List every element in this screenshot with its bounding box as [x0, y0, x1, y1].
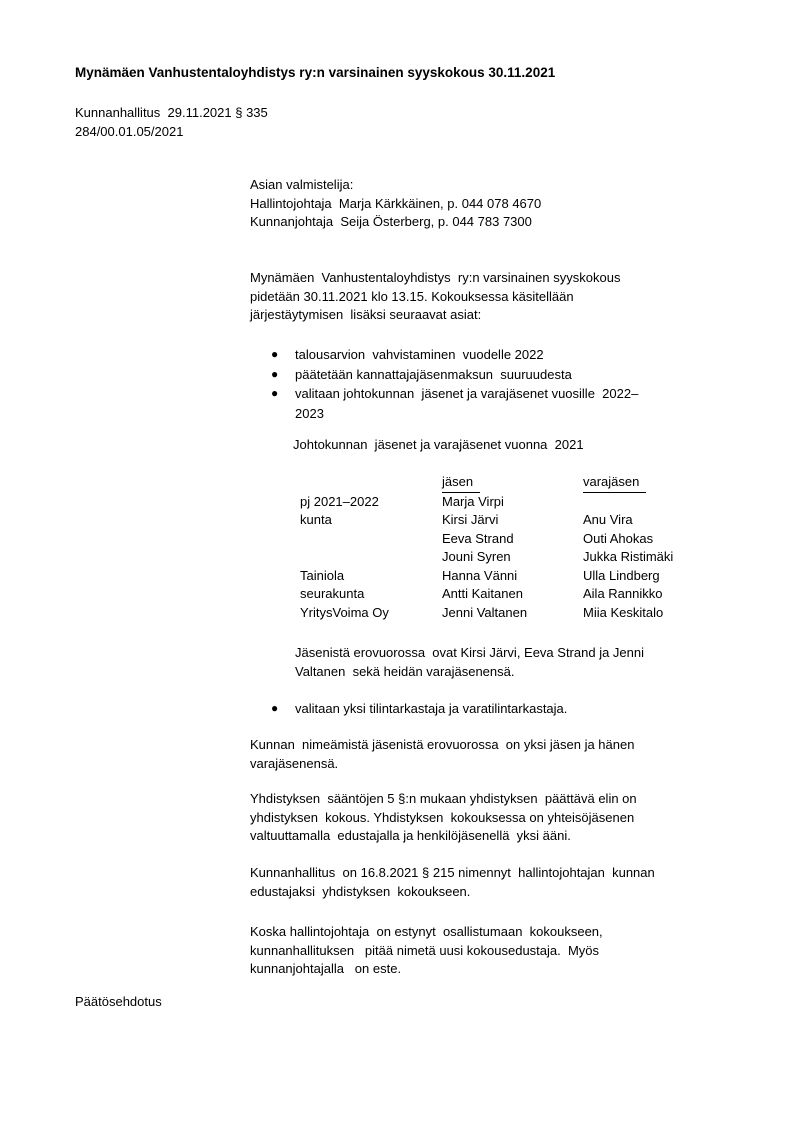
rotation-paragraph	[295, 644, 644, 681]
bullet-icon: ●	[271, 701, 279, 715]
table-cell-role	[300, 530, 442, 549]
bullet-icon: ●	[271, 347, 279, 361]
table-cell-role	[300, 548, 442, 567]
paragraph-line: Valtanen sekä heidän varajäsenensä.	[295, 663, 515, 679]
paragraph-line: kunnanhallituksen pitää nimetä uusi kokousedustaja. Myös	[250, 942, 600, 958]
auditor-bullet-list	[271, 699, 567, 719]
table-cell-member: Hanna Vänni	[442, 567, 518, 583]
intro-paragraph	[250, 269, 620, 325]
paragraph-line: pidetään 30.11.2021 klo 13.15. Kokouksessa käsitellään	[250, 288, 574, 304]
table-header-cell	[442, 473, 583, 493]
table-header-cell	[300, 473, 442, 493]
table-cell-member: Marja Virpi	[442, 493, 504, 509]
list-item-text: valitaan yksi tilintarkastaja ja varatilintarkastaja.	[295, 701, 568, 716]
table-header-varajasen: varajäsen	[583, 473, 646, 493]
bullet-icon: ●	[271, 366, 279, 381]
list-item	[271, 384, 638, 423]
paragraph-line: yhdistyksen kokous. Yhdistyksen kokouksessa on yhteisöjäsenen	[250, 809, 635, 825]
preparer-line: Hallintojohtaja Marja Kärkkäinen, p. 044 078 4670	[250, 195, 542, 211]
table-cell-deputy: Jukka Ristimäki	[583, 549, 674, 564]
list-item-text: päätetään kannattajajäsenmaksun suuruudesta	[295, 366, 572, 382]
case-number: 284/00.01.05/2021	[75, 123, 184, 139]
preparer-block	[250, 176, 541, 232]
table-cell-deputy: Anu Vira	[583, 512, 633, 527]
table-cell-role: YritysVoima Oy	[300, 604, 389, 620]
paragraph-line: Jäsenistä erovuorossa ovat Kirsi Järvi, Eeva Strand ja Jenni	[295, 645, 645, 660]
table-cell-role: pj 2021–2022	[300, 493, 379, 509]
list-item	[271, 345, 638, 365]
agenda-bullet-list	[271, 345, 638, 423]
table-cell-member: Antti Kaitanen	[442, 586, 523, 601]
municipal-paragraph	[250, 736, 634, 773]
rules-paragraph	[250, 790, 637, 846]
list-item	[271, 365, 638, 385]
paragraph-line: valtuuttamalla edustajalla ja henkilöjäsenellä yksi ääni.	[250, 828, 571, 843]
table-cell-deputy: Aila Rannikko	[583, 586, 663, 601]
list-item	[271, 699, 567, 719]
paragraph-line: Koska hallintojohtaja on estynyt osallistumaan kokoukseen,	[250, 924, 603, 939]
bullet-icon: ●	[271, 386, 279, 400]
list-item-text: valitaan johtokunnan jäsenet ja varajäsenet vuosille 2022–	[295, 386, 639, 401]
table-cell-role: seurakunta	[300, 586, 365, 601]
table-cell-deputy: Outi Ahokas	[583, 530, 654, 546]
table-cell-member: Jouni Syren	[442, 549, 511, 564]
paragraph-line: varajäsenensä.	[250, 755, 339, 771]
table-header-cell	[583, 473, 673, 493]
preparer-line: Kunnanjohtaja Seija Österberg, p. 044 783 7300	[250, 214, 532, 229]
table-cell-deputy: Miia Keskitalo	[583, 604, 664, 620]
paragraph-line: edustajaksi yhdistyksen kokoukseen.	[250, 883, 471, 899]
meta-block	[75, 104, 268, 141]
board-table	[300, 473, 673, 622]
paragraph-line: Yhdistyksen sääntöjen 5 §:n mukaan yhdistyksen päättävä elin on	[250, 791, 637, 806]
table-cell-member: Jenni Valtanen	[442, 604, 528, 620]
table-header-jasen: jäsen	[442, 473, 480, 493]
table-cell-member: Eeva Strand	[442, 530, 514, 546]
representative-paragraph	[250, 864, 655, 901]
decision-proposal-label: Päätösehdotus	[75, 994, 162, 1009]
obstacle-paragraph	[250, 923, 603, 979]
paragraph-line: kunnanjohtajalla on este.	[250, 961, 402, 976]
table-cell-deputy: Ulla Lindberg	[583, 567, 660, 583]
paragraph-line: järjestäytymisen lisäksi seuraavat asiat:	[250, 307, 482, 322]
page-title: Mynämäen Vanhustentaloyhdistys ry:n varsinainen syyskokous 30.11.2021	[75, 65, 556, 80]
table-cell-member: Kirsi Järvi	[442, 512, 499, 527]
list-item-text: 2023	[295, 405, 324, 421]
table-cell-deputy	[583, 493, 673, 512]
table-cell-role: Tainiola	[300, 567, 345, 583]
board-heading: Johtokunnan jäsenet ja varajäsenet vuonna 2021	[293, 437, 584, 452]
paragraph-line: Kunnan nimeämistä jäsenistä erovuorossa on yksi jäsen ja hänen	[250, 737, 635, 752]
paragraph-line: Kunnanhallitus on 16.8.2021 § 215 nimennyt hallintojohtajan kunnan	[250, 865, 655, 880]
preparer-heading: Asian valmistelija:	[250, 177, 354, 192]
committee-line: Kunnanhallitus 29.11.2021 § 335	[75, 105, 268, 120]
table-cell-role: kunta	[300, 512, 332, 527]
paragraph-line: Mynämäen Vanhustentaloyhdistys ry:n varsinainen syyskokous	[250, 270, 621, 285]
list-item-text: talousarvion vahvistaminen vuodelle 2022	[295, 347, 544, 362]
